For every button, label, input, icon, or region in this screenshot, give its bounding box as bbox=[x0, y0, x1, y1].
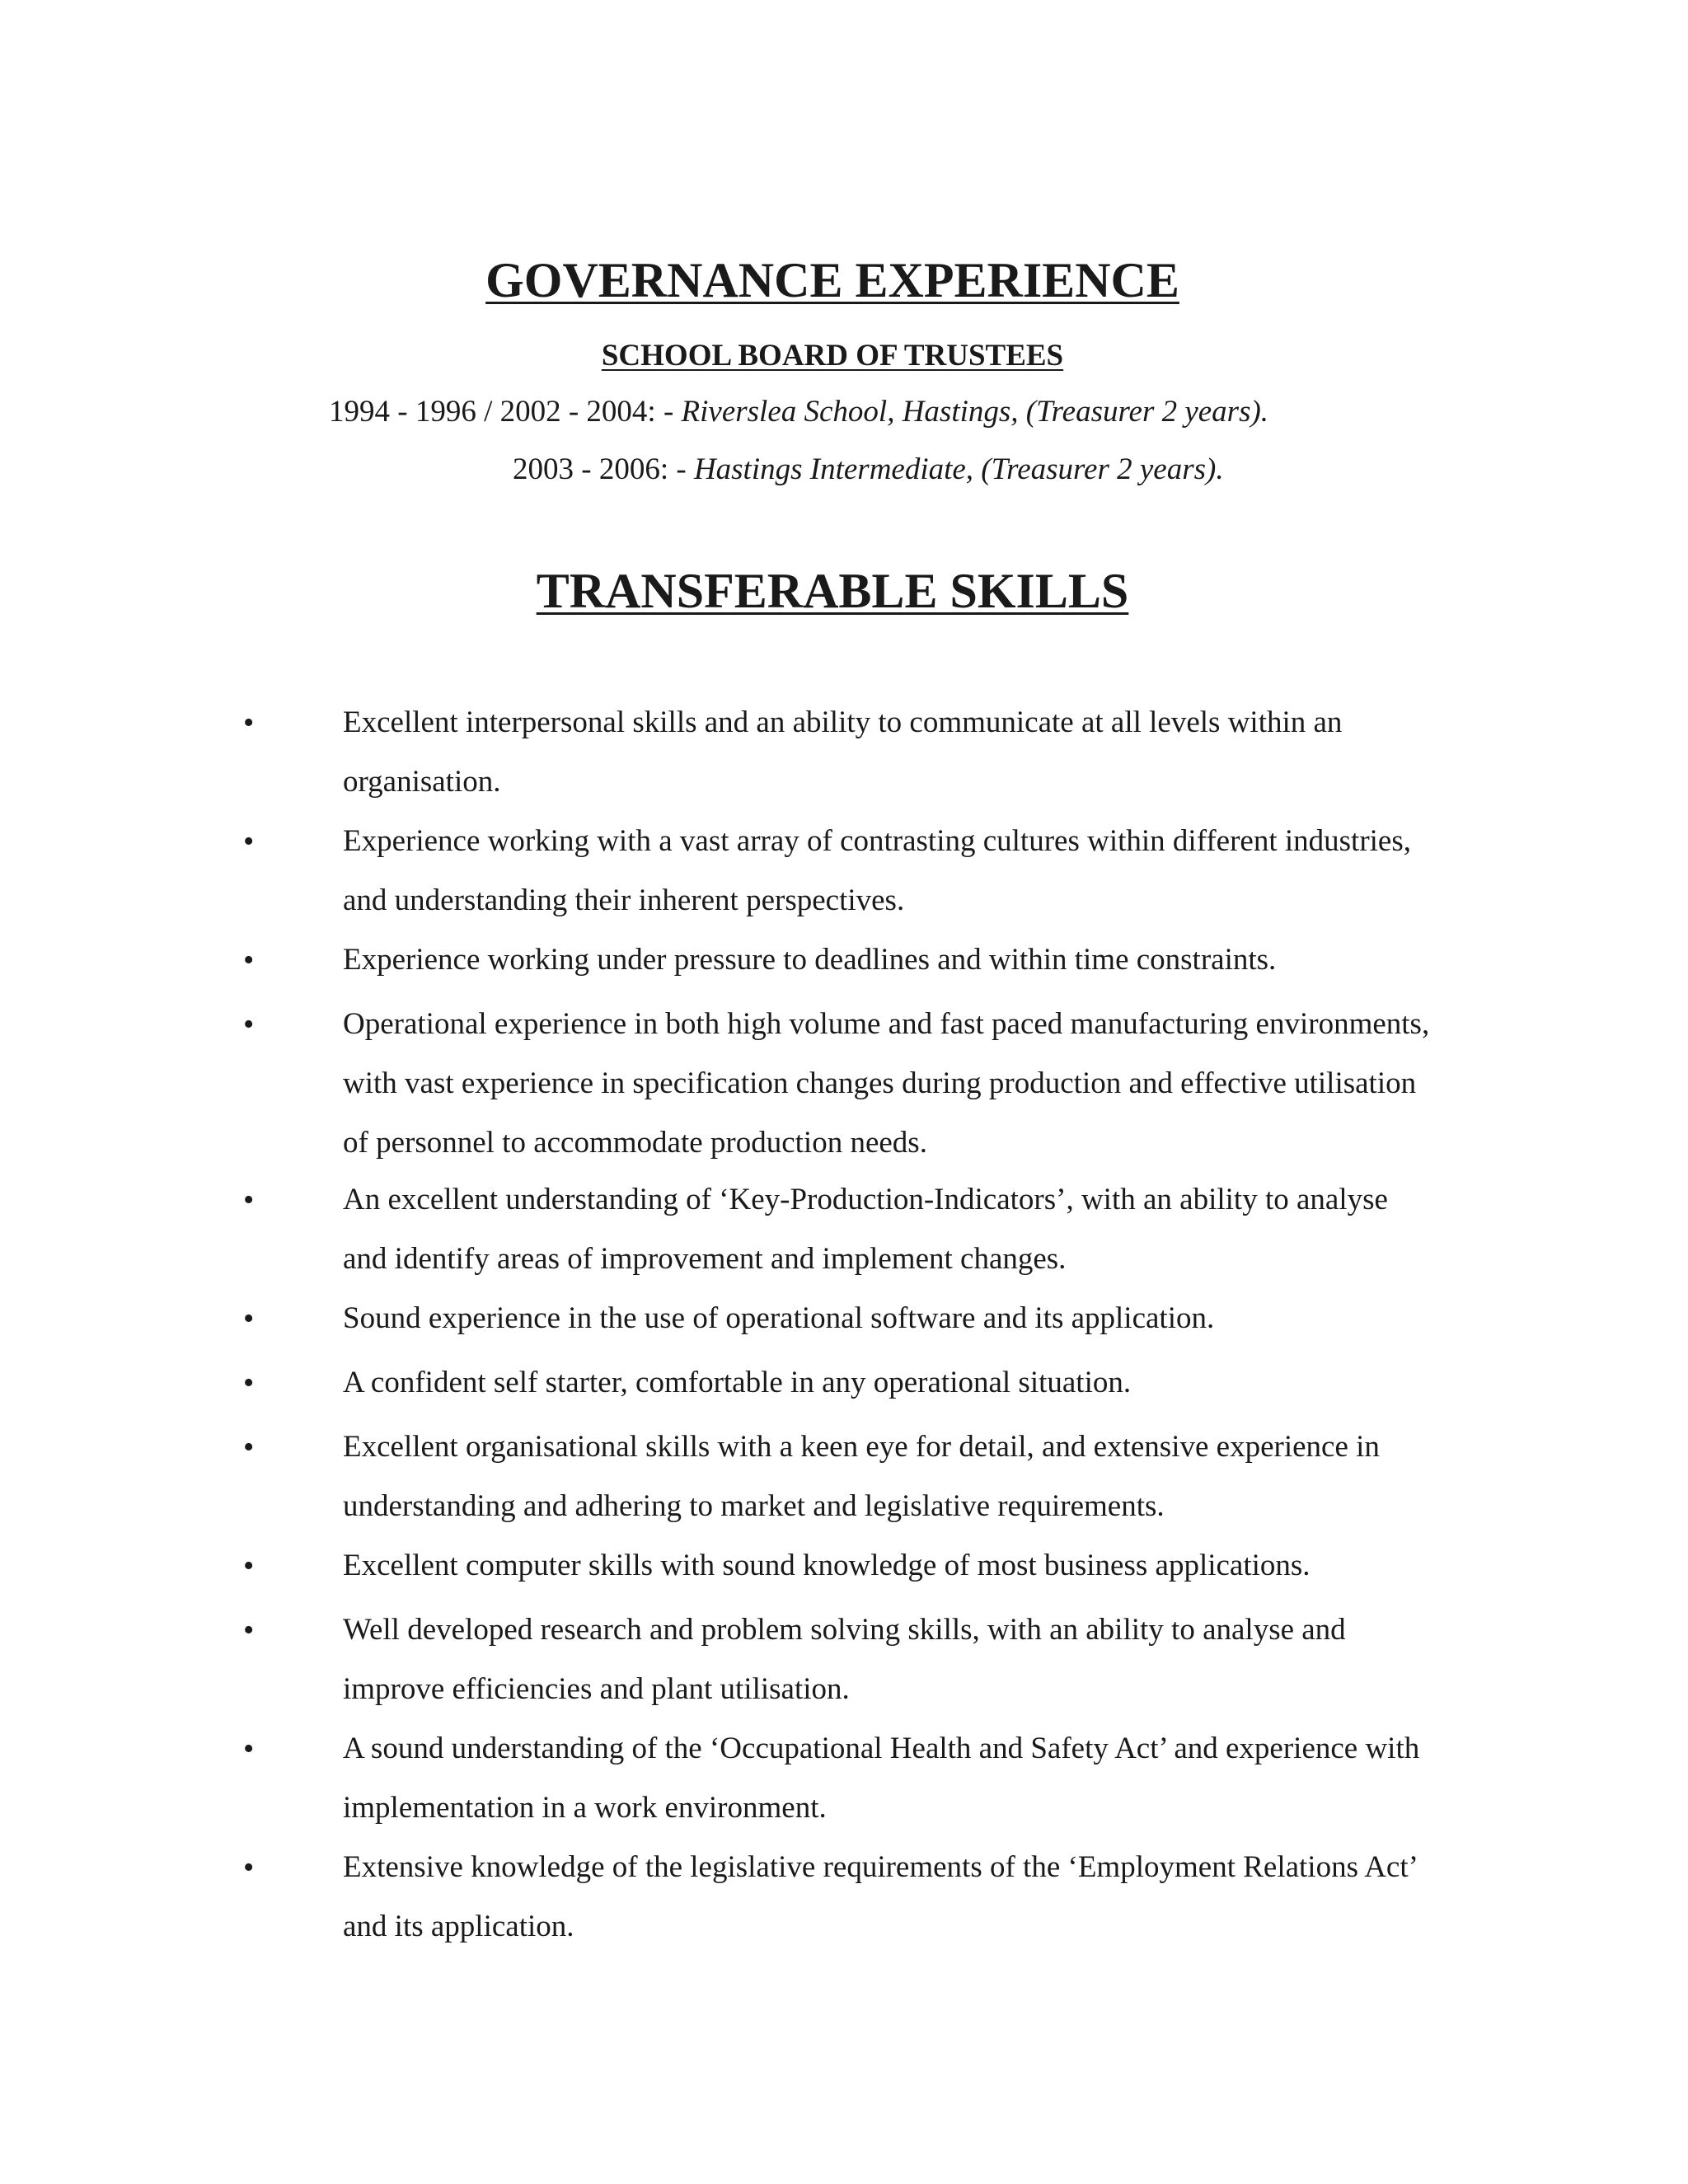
skill-text: Excellent organisational skills with a keen eye for detail, and extensive experience in understanding and adhering to market and legislative requirements. bbox=[343, 1430, 1380, 1523]
skill-text: Experience working under pressure to deadlines and within time constraints. bbox=[343, 943, 1277, 977]
bullet-icon: • bbox=[243, 1430, 255, 1465]
governance-entry-years: 1994 - 1996 / 2002 - 2004: - bbox=[329, 395, 682, 429]
bullet-icon: • bbox=[243, 1732, 255, 1766]
skill-text: An excellent understanding of ‘Key-Production-Indicators’, with an ability to analyse and identify areas of improvement and implement changes. bbox=[343, 1183, 1388, 1276]
bullet-icon: • bbox=[243, 1301, 255, 1336]
skill-text: Well developed research and problem solving skills, with an ability to analyse and improve efficiencies and plant utilisation. bbox=[343, 1613, 1346, 1706]
bullet-icon: • bbox=[243, 1613, 255, 1647]
board-of-trustees-subheading: SCHOOL BOARD OF TRUSTEES bbox=[601, 339, 1064, 373]
transferable-skills-heading: TRANSFERABLE SKILLS bbox=[536, 564, 1129, 618]
skill-text: A sound understanding of the ‘Occupational Health and Safety Act’ and experience with implementation in a work environment. bbox=[343, 1732, 1420, 1825]
skill-text: Extensive knowledge of the legislative requirements of the ‘Employment Relations Act’ and its application. bbox=[343, 1850, 1417, 1943]
skill-text: Excellent interpersonal skills and an ability to communicate at all levels within an organisation. bbox=[343, 705, 1343, 799]
skill-text: Excellent computer skills with sound knowledge of most business applications. bbox=[343, 1549, 1311, 1582]
skill-text: Sound experience in the use of operational software and its application. bbox=[343, 1301, 1215, 1335]
bullet-icon: • bbox=[243, 1007, 255, 1042]
bullet-icon: • bbox=[243, 1549, 255, 1583]
skill-text: Experience working with a vast array of contrasting cultures within different industries, and understanding their inherent perspectives. bbox=[343, 824, 1411, 917]
bullet-icon: • bbox=[243, 943, 255, 977]
governance-entry-school: Riverslea School, Hastings, (Treasurer 2 years). bbox=[681, 395, 1269, 429]
bullet-icon: • bbox=[243, 1366, 255, 1400]
governance-entry-years: 2003 - 2006: - bbox=[513, 452, 694, 486]
governance-entry-school: Hastings Intermediate, (Treasurer 2 years). bbox=[693, 452, 1224, 486]
governance-heading: GOVERNANCE EXPERIENCE bbox=[485, 253, 1179, 307]
bullet-icon: • bbox=[243, 824, 255, 859]
bullet-icon: • bbox=[243, 1850, 255, 1885]
governance-entry bbox=[329, 394, 1268, 429]
bullet-icon: • bbox=[243, 1183, 255, 1217]
skill-text: A confident self starter, comfortable in any operational situation. bbox=[343, 1366, 1132, 1399]
skill-text: Operational experience in both high volume and fast paced manufacturing environments, with vast experience in specification changes during production and effective utilisation of personnel to accommodate production needs. bbox=[343, 1007, 1430, 1160]
governance-entry bbox=[513, 452, 1224, 487]
bullet-icon: • bbox=[243, 705, 255, 740]
